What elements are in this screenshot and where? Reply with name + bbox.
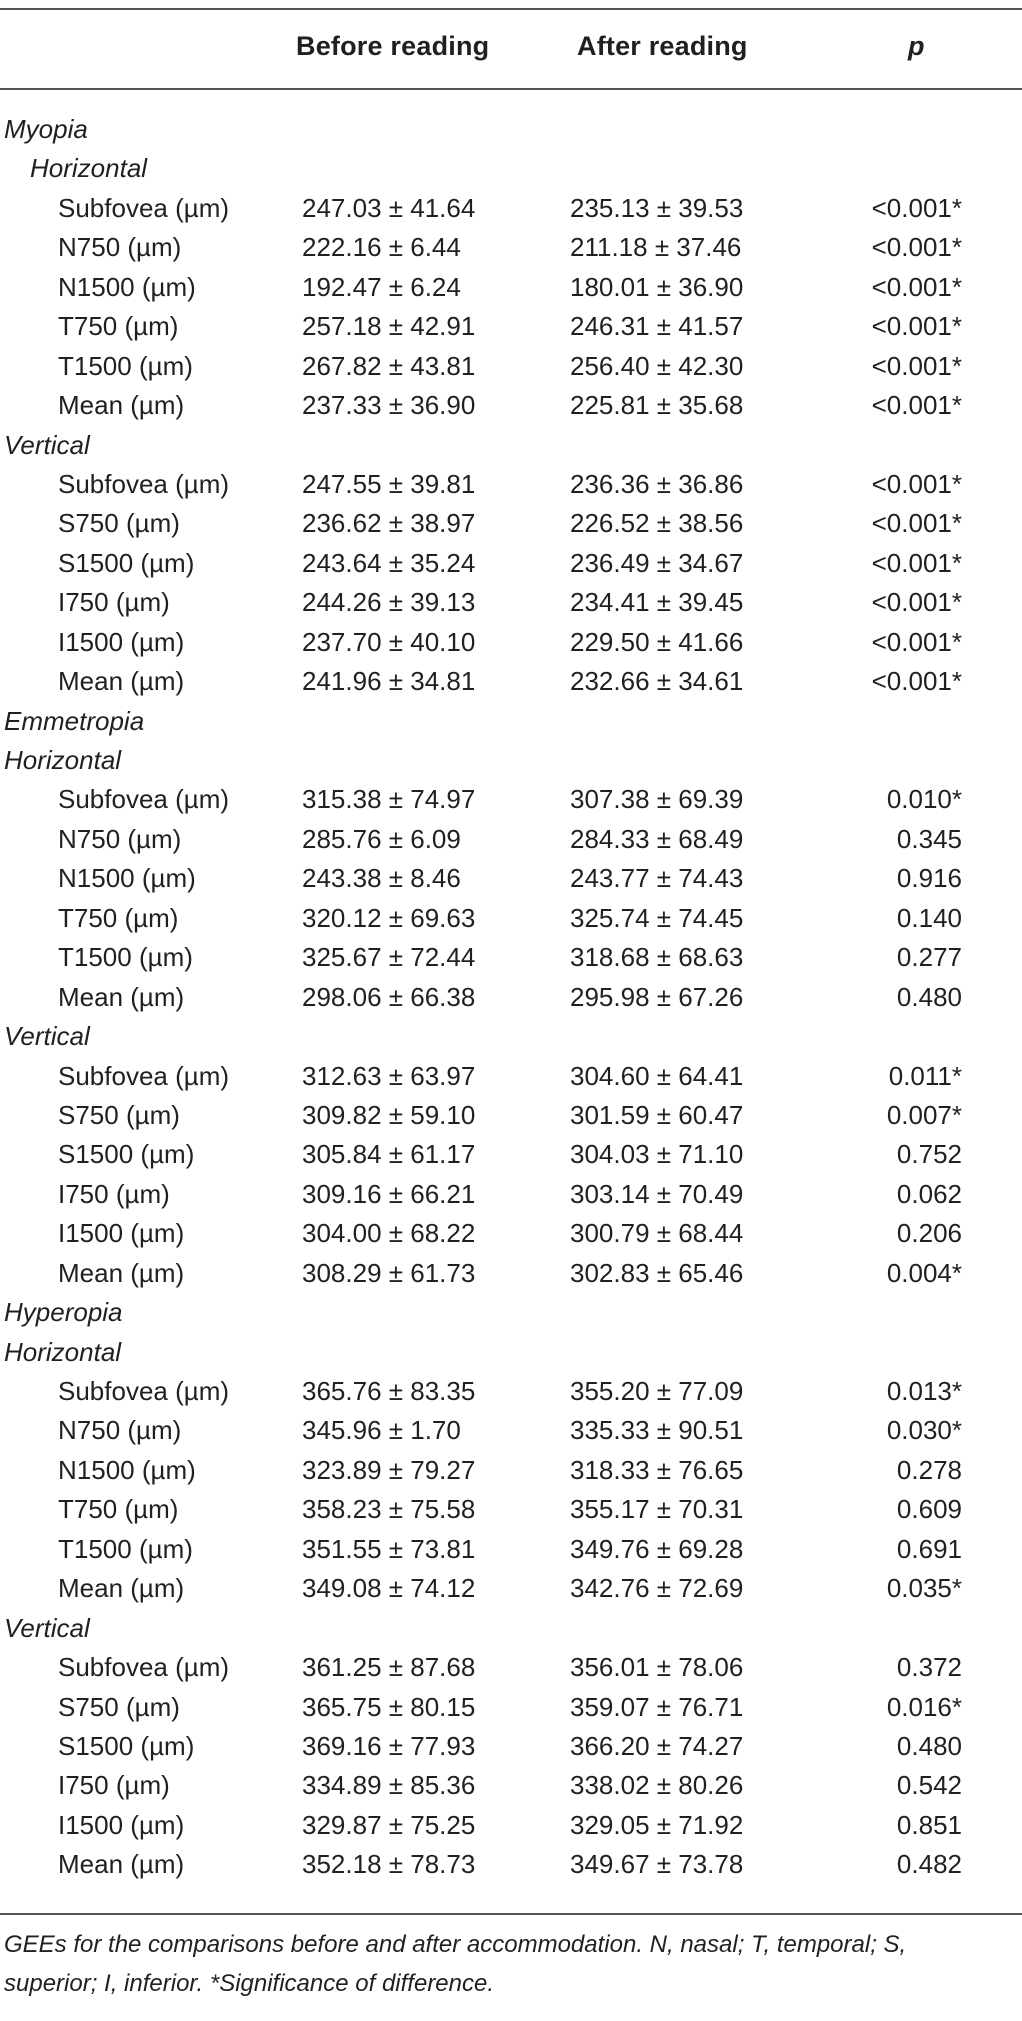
p-value: 0.480 [896, 1730, 962, 1761]
after-value: 307.38 ± 69.39 [570, 784, 744, 815]
subsection-label: Vertical [4, 1612, 90, 1643]
after-value: 180.01 ± 36.90 [570, 271, 744, 302]
before-value: 365.75 ± 80.15 [302, 1691, 476, 1722]
table-row [0, 230, 1022, 269]
row-label: T1500 (µm) [58, 350, 193, 381]
table-row [0, 191, 1022, 230]
table-row [0, 625, 1022, 664]
header-p-value: p [908, 31, 925, 61]
before-value: 312.63 ± 63.97 [302, 1060, 476, 1091]
before-value: 345.96 ± 1.70 [302, 1415, 461, 1446]
header-after-reading: After reading [577, 31, 748, 61]
p-value: 0.277 [896, 942, 962, 973]
row-label: N750 (µm) [58, 1415, 182, 1446]
after-value: 246.31 ± 41.57 [570, 311, 744, 342]
section-label: Hyperopia [4, 1297, 123, 1328]
section-row [0, 704, 1022, 743]
table-bottom-rule [0, 1913, 1022, 1915]
row-label: I750 (µm) [58, 1178, 170, 1209]
before-value: 237.33 ± 36.90 [302, 390, 476, 421]
p-value: <0.001* [871, 271, 962, 302]
subsection-label: Horizontal [4, 1336, 122, 1367]
before-value: 236.62 ± 38.97 [302, 508, 476, 539]
before-value: 285.76 ± 6.09 [302, 823, 461, 854]
p-value: 0.062 [896, 1178, 962, 1209]
before-value: 351.55 ± 73.81 [302, 1533, 476, 1564]
before-value: 323.89 ± 79.27 [302, 1454, 476, 1485]
before-value: 243.38 ± 8.46 [302, 863, 461, 894]
after-value: 232.66 ± 34.61 [570, 666, 744, 697]
table-row [0, 822, 1022, 861]
row-label: N750 (µm) [58, 232, 182, 263]
before-value: 349.08 ± 74.12 [302, 1573, 476, 1604]
table-header-rule [0, 88, 1022, 90]
table-row [0, 546, 1022, 585]
p-value: 0.542 [896, 1770, 962, 1801]
row-label: T750 (µm) [58, 1494, 179, 1525]
row-label: I1500 (µm) [58, 626, 185, 657]
after-value: 211.18 ± 37.46 [570, 232, 742, 263]
p-value: 0.480 [896, 981, 962, 1012]
after-value: 229.50 ± 41.66 [570, 626, 744, 657]
row-label: Mean (µm) [58, 981, 185, 1012]
row-label: T1500 (µm) [58, 1533, 193, 1564]
table-row [0, 1256, 1022, 1295]
subsection-row [0, 151, 1022, 190]
after-value: 303.14 ± 70.49 [570, 1178, 744, 1209]
after-value: 236.36 ± 36.86 [570, 468, 744, 499]
p-value: 0.030* [886, 1415, 962, 1446]
p-value: 0.278 [896, 1454, 962, 1485]
p-value: <0.001* [871, 508, 962, 539]
table-row [0, 901, 1022, 940]
p-value: 0.035* [886, 1573, 962, 1604]
p-value: 0.609 [896, 1494, 962, 1525]
p-value: <0.001* [871, 192, 962, 223]
row-label: Mean (µm) [58, 1573, 185, 1604]
row-label: S1500 (µm) [58, 1139, 195, 1170]
row-label: S750 (µm) [58, 1099, 180, 1130]
after-value: 243.77 ± 74.43 [570, 863, 744, 894]
table-row [0, 861, 1022, 900]
section-label: Emmetropia [4, 705, 145, 736]
table-row [0, 940, 1022, 979]
row-label: I750 (µm) [58, 1770, 170, 1801]
row-label: S750 (µm) [58, 508, 180, 539]
after-value: 325.74 ± 74.45 [570, 902, 744, 933]
before-value: 329.87 ± 75.25 [302, 1809, 476, 1840]
table-row [0, 349, 1022, 388]
row-label: N1500 (µm) [58, 863, 196, 894]
row-label: N1500 (µm) [58, 1454, 196, 1485]
before-value: 267.82 ± 43.81 [302, 350, 476, 381]
subsection-label: Horizontal [30, 153, 148, 184]
row-label: Subfovea (µm) [58, 192, 230, 223]
after-value: 329.05 ± 71.92 [570, 1809, 744, 1840]
before-value: 222.16 ± 6.44 [302, 232, 461, 263]
p-value: <0.001* [871, 626, 962, 657]
before-value: 369.16 ± 77.93 [302, 1730, 476, 1761]
after-value: 342.76 ± 72.69 [570, 1573, 744, 1604]
table-row [0, 1768, 1022, 1807]
p-value: 0.345 [896, 823, 962, 854]
row-label: Subfovea (µm) [58, 1376, 230, 1406]
p-value: 0.004* [886, 1257, 962, 1288]
after-value: 236.49 ± 34.67 [570, 547, 744, 578]
after-value: 304.60 ± 64.41 [570, 1060, 744, 1091]
before-value: 315.38 ± 74.97 [302, 784, 476, 815]
after-value: 284.33 ± 68.49 [570, 823, 744, 854]
before-value: 308.29 ± 61.73 [302, 1257, 476, 1288]
p-value: 0.140 [896, 902, 962, 933]
subsection-label: Vertical [4, 429, 90, 460]
table-row [0, 1177, 1022, 1216]
p-value: 0.011* [888, 1060, 962, 1091]
p-value: <0.001* [871, 666, 962, 697]
after-value: 301.59 ± 60.47 [570, 1099, 744, 1130]
table-row [0, 1532, 1022, 1571]
subsection-row [0, 1611, 1022, 1650]
after-value: 225.81 ± 35.68 [570, 390, 744, 421]
after-value: 356.01 ± 78.06 [570, 1652, 744, 1683]
section-row [0, 112, 1022, 151]
table-row [0, 270, 1022, 309]
table-row [0, 1059, 1022, 1098]
before-value: 320.12 ± 69.63 [302, 902, 476, 933]
p-value: 0.752 [896, 1139, 962, 1170]
before-value: 361.25 ± 87.68 [302, 1652, 476, 1683]
p-value: 0.206 [896, 1218, 962, 1249]
after-value: 304.03 ± 71.10 [570, 1139, 744, 1170]
table-row [0, 1374, 1022, 1413]
subsection-label: Horizontal [4, 745, 122, 775]
table-row [0, 506, 1022, 545]
row-label: T750 (µm) [58, 311, 179, 342]
before-value: 298.06 ± 66.38 [302, 981, 476, 1012]
table-row [0, 388, 1022, 427]
p-value: 0.013* [886, 1376, 962, 1406]
before-value: 309.82 ± 59.10 [302, 1099, 476, 1130]
table-row [0, 1729, 1022, 1768]
row-label: S750 (µm) [58, 1691, 180, 1722]
table-row [0, 1137, 1022, 1176]
after-value: 256.40 ± 42.30 [570, 350, 744, 381]
before-value: 352.18 ± 78.73 [302, 1849, 476, 1880]
after-value: 295.98 ± 67.26 [570, 981, 744, 1012]
p-value: <0.001* [871, 390, 962, 421]
p-value: 0.016* [886, 1691, 962, 1722]
p-value: 0.010* [886, 784, 962, 815]
p-value: 0.007* [886, 1099, 962, 1130]
after-value: 349.76 ± 69.28 [570, 1533, 744, 1564]
after-value: 359.07 ± 76.71 [570, 1691, 744, 1722]
row-label: Mean (µm) [58, 1257, 185, 1288]
table-row [0, 1847, 1022, 1886]
p-value: 0.916 [896, 863, 962, 894]
p-value: 0.372 [896, 1652, 962, 1683]
row-label: Subfovea (µm) [58, 468, 230, 499]
row-label: T750 (µm) [58, 902, 179, 933]
p-value: <0.001* [871, 350, 962, 381]
after-value: 349.67 ± 73.78 [570, 1849, 744, 1880]
row-label: N750 (µm) [58, 823, 182, 854]
row-label: S1500 (µm) [58, 547, 195, 578]
row-label: N1500 (µm) [58, 271, 196, 302]
before-value: 192.47 ± 6.24 [302, 271, 461, 302]
row-label: Mean (µm) [58, 666, 185, 697]
row-label: I1500 (µm) [58, 1809, 185, 1840]
before-value: 305.84 ± 61.17 [302, 1139, 476, 1170]
p-value: 0.482 [896, 1849, 962, 1880]
subsection-row [0, 1019, 1022, 1058]
row-label: I750 (µm) [58, 587, 170, 618]
after-value: 234.41 ± 39.45 [570, 587, 744, 618]
row-label: Mean (µm) [58, 390, 185, 421]
p-value: 0.851 [896, 1809, 962, 1840]
row-label: Subfovea (µm) [58, 1652, 230, 1683]
table-footnote: GEEs for the comparisons before and after accommodation. N, nasal; T, temporal; S, superior; I, inferior. *Significance of difference. [4, 1931, 907, 1997]
subsection-row [0, 1335, 1022, 1374]
after-value: 318.33 ± 76.65 [570, 1454, 744, 1485]
subsection-label: Vertical [4, 1021, 90, 1052]
table-row [0, 1690, 1022, 1729]
after-value: 318.68 ± 68.63 [570, 942, 744, 973]
table-row [0, 1098, 1022, 1137]
table-body [0, 112, 1022, 1887]
before-value: 237.70 ± 40.10 [302, 626, 476, 657]
row-label: Mean (µm) [58, 1849, 185, 1880]
before-value: 257.18 ± 42.91 [302, 311, 476, 342]
after-value: 302.83 ± 65.46 [570, 1257, 744, 1288]
after-value: 355.17 ± 70.31 [570, 1494, 744, 1525]
p-value: <0.001* [871, 587, 962, 618]
before-value: 309.16 ± 66.21 [302, 1178, 476, 1209]
header-before-reading: Before reading [296, 31, 490, 61]
row-label: S1500 (µm) [58, 1730, 195, 1761]
before-value: 243.64 ± 35.24 [302, 547, 476, 578]
before-value: 358.23 ± 75.58 [302, 1494, 476, 1525]
p-value: <0.001* [871, 547, 962, 578]
after-value: 338.02 ± 80.26 [570, 1770, 744, 1801]
table-row [0, 309, 1022, 348]
section-row [0, 1295, 1022, 1334]
table-top-rule [0, 8, 1022, 10]
table-row [0, 1808, 1022, 1847]
before-value: 304.00 ± 68.22 [302, 1218, 476, 1249]
before-value: 365.76 ± 83.35 [302, 1376, 476, 1406]
p-value: 0.691 [896, 1533, 962, 1564]
table-row [0, 1216, 1022, 1255]
table-row [0, 467, 1022, 506]
before-value: 247.55 ± 39.81 [302, 468, 476, 499]
table-row [0, 1650, 1022, 1689]
table-row [0, 1492, 1022, 1531]
table-row [0, 1571, 1022, 1610]
p-value: <0.001* [871, 311, 962, 342]
row-label: T1500 (µm) [58, 942, 193, 973]
before-value: 325.67 ± 72.44 [302, 942, 476, 973]
subsection-row [0, 743, 1022, 782]
section-label: Myopia [4, 114, 88, 144]
row-label: I1500 (µm) [58, 1218, 185, 1249]
row-label: Subfovea (µm) [58, 1060, 230, 1091]
table-row [0, 1413, 1022, 1452]
before-value: 241.96 ± 34.81 [302, 666, 476, 697]
after-value: 226.52 ± 38.56 [570, 508, 744, 539]
p-value: <0.001* [871, 232, 962, 263]
row-label: Subfovea (µm) [58, 784, 230, 815]
after-value: 235.13 ± 39.53 [570, 192, 744, 223]
table-row [0, 782, 1022, 821]
after-value: 355.20 ± 77.09 [570, 1376, 744, 1406]
table-row [0, 585, 1022, 624]
table-row [0, 1453, 1022, 1492]
before-value: 244.26 ± 39.13 [302, 587, 476, 618]
before-value: 334.89 ± 85.36 [302, 1770, 476, 1801]
p-value: <0.001* [871, 468, 962, 499]
table-row [0, 664, 1022, 703]
after-value: 300.79 ± 68.44 [570, 1218, 744, 1249]
after-value: 366.20 ± 74.27 [570, 1730, 744, 1761]
before-value: 247.03 ± 41.64 [302, 192, 476, 223]
subsection-row [0, 428, 1022, 467]
table-row [0, 980, 1022, 1019]
after-value: 335.33 ± 90.51 [570, 1415, 744, 1446]
